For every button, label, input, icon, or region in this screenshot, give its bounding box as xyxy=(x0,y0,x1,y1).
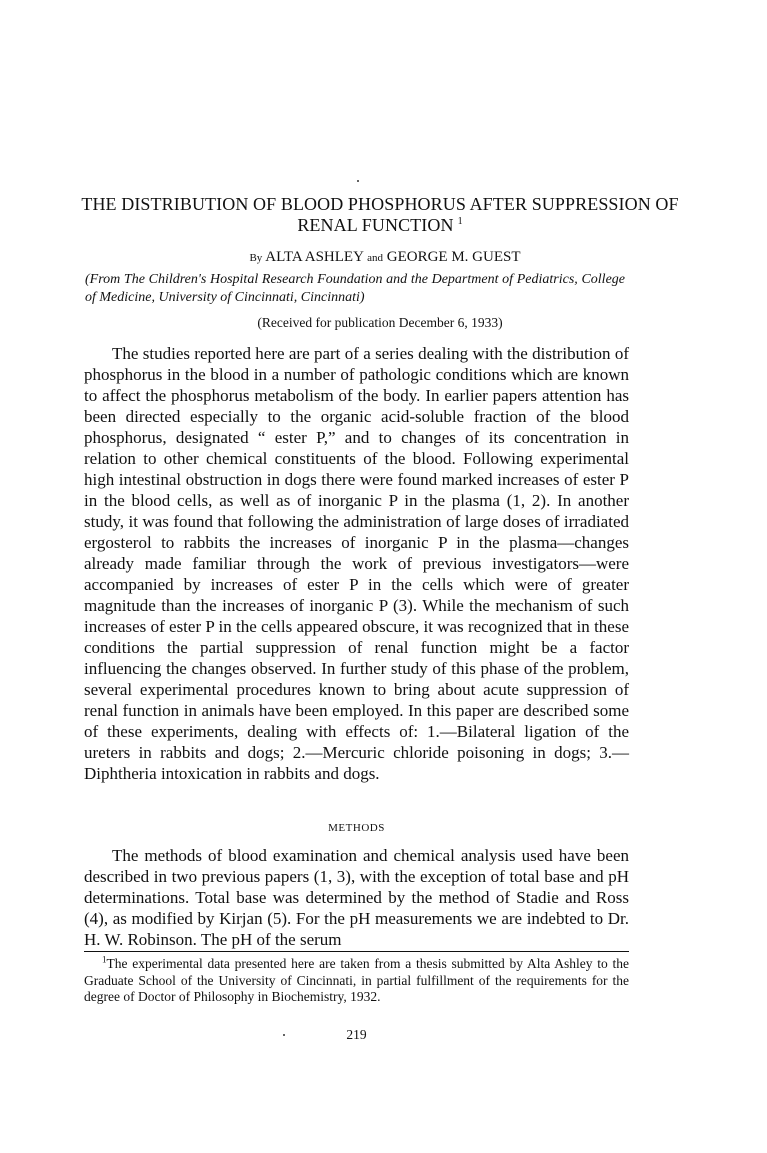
author-2: GEORGE M. GUEST xyxy=(386,249,521,265)
methods-heading: METHODS xyxy=(328,822,385,834)
author-1: ALTA ASHLEY xyxy=(265,249,364,265)
intro-paragraph: The studies reported here are part of a series dealing with the distribution of phosphorus in the blood in a number of pathologic conditions which are known to affect the phosphorus metabolism of the body. In earlier papers attention has been directed especially to the organic acid-soluble fraction of the blood phosphorus, designated “ ester P,” and to changes of its concentration in relation to other chemical constituents of the blood. Following experimental high intestinal obstruction in dogs there were found marked increases of ester P in the blood cells, as well as of inorganic P in the plasma (1, 2). In another study, it was found that following the administration of large doses of irradiated ergosterol to rabbits the increases of inorganic P in the plasma—changes already made familiar through the work of previous investigators—were accompanied by increases of ester P in the cells which were of greater magnitude than the increases of inorganic P (3). While the mechanism of such increases of ester P in the cells appeared obscure, it was recognized that in these conditions the partial suppression of renal function might be a factor influencing the changes observed. In further study of this phase of the problem, several experimental procedures known to bring about acute suppression of renal function in animals have been employed. In this paper are described some of these experiments, dealing with effects of: 1.—Bilateral ligation of the ureters in rabbits and dogs; 2.—Mercuric chloride poisoning in dogs; 3.— Diphtheria intoxication in rabbits and dogs. xyxy=(84,344,629,783)
methods-paragraph: The methods of blood examination and chemical analysis used have been described in two previous papers (1, 3), with the exception of total base and pH determinations. Total base was determined by the method of Stadie and Ross (4), as modified by Kirjan (5). For the pH measurements we are indebted to Dr. H. W. Robinson. The pH of the serum xyxy=(84,846,629,949)
affiliation: (From The Children's Hospital Research Foundation and the Department of Pediatrics, College of Medicine, University of Cincinnati, Cincinnati) xyxy=(85,272,625,305)
article-title-text: THE DISTRIBUTION OF BLOOD PHOSPHORUS AFTER SUPPRESSION OF RENAL FUNCTION xyxy=(81,194,679,235)
speck-mark xyxy=(357,180,359,182)
author-byline xyxy=(80,248,690,267)
footnote-divider xyxy=(84,951,629,952)
title-footnote-marker: 1 xyxy=(457,216,463,227)
article-title xyxy=(80,194,680,236)
byline-by: By xyxy=(249,252,263,264)
footnote-text: The experimental data presented here are taken from a thesis submitted by Alta Ashley to the Graduate School of the University of Cincinnati, in partial fulfillment of the requirements for the degree of Doctor of Philosophy in Biochemistry, 1932. xyxy=(84,956,629,1004)
byline-and: and xyxy=(367,252,384,264)
footnote-marker: 1 xyxy=(102,954,107,965)
received-date: (Received for publication December 6, 1933) xyxy=(257,315,503,330)
page-number: 219 xyxy=(346,1027,367,1042)
footnote xyxy=(84,956,629,1006)
